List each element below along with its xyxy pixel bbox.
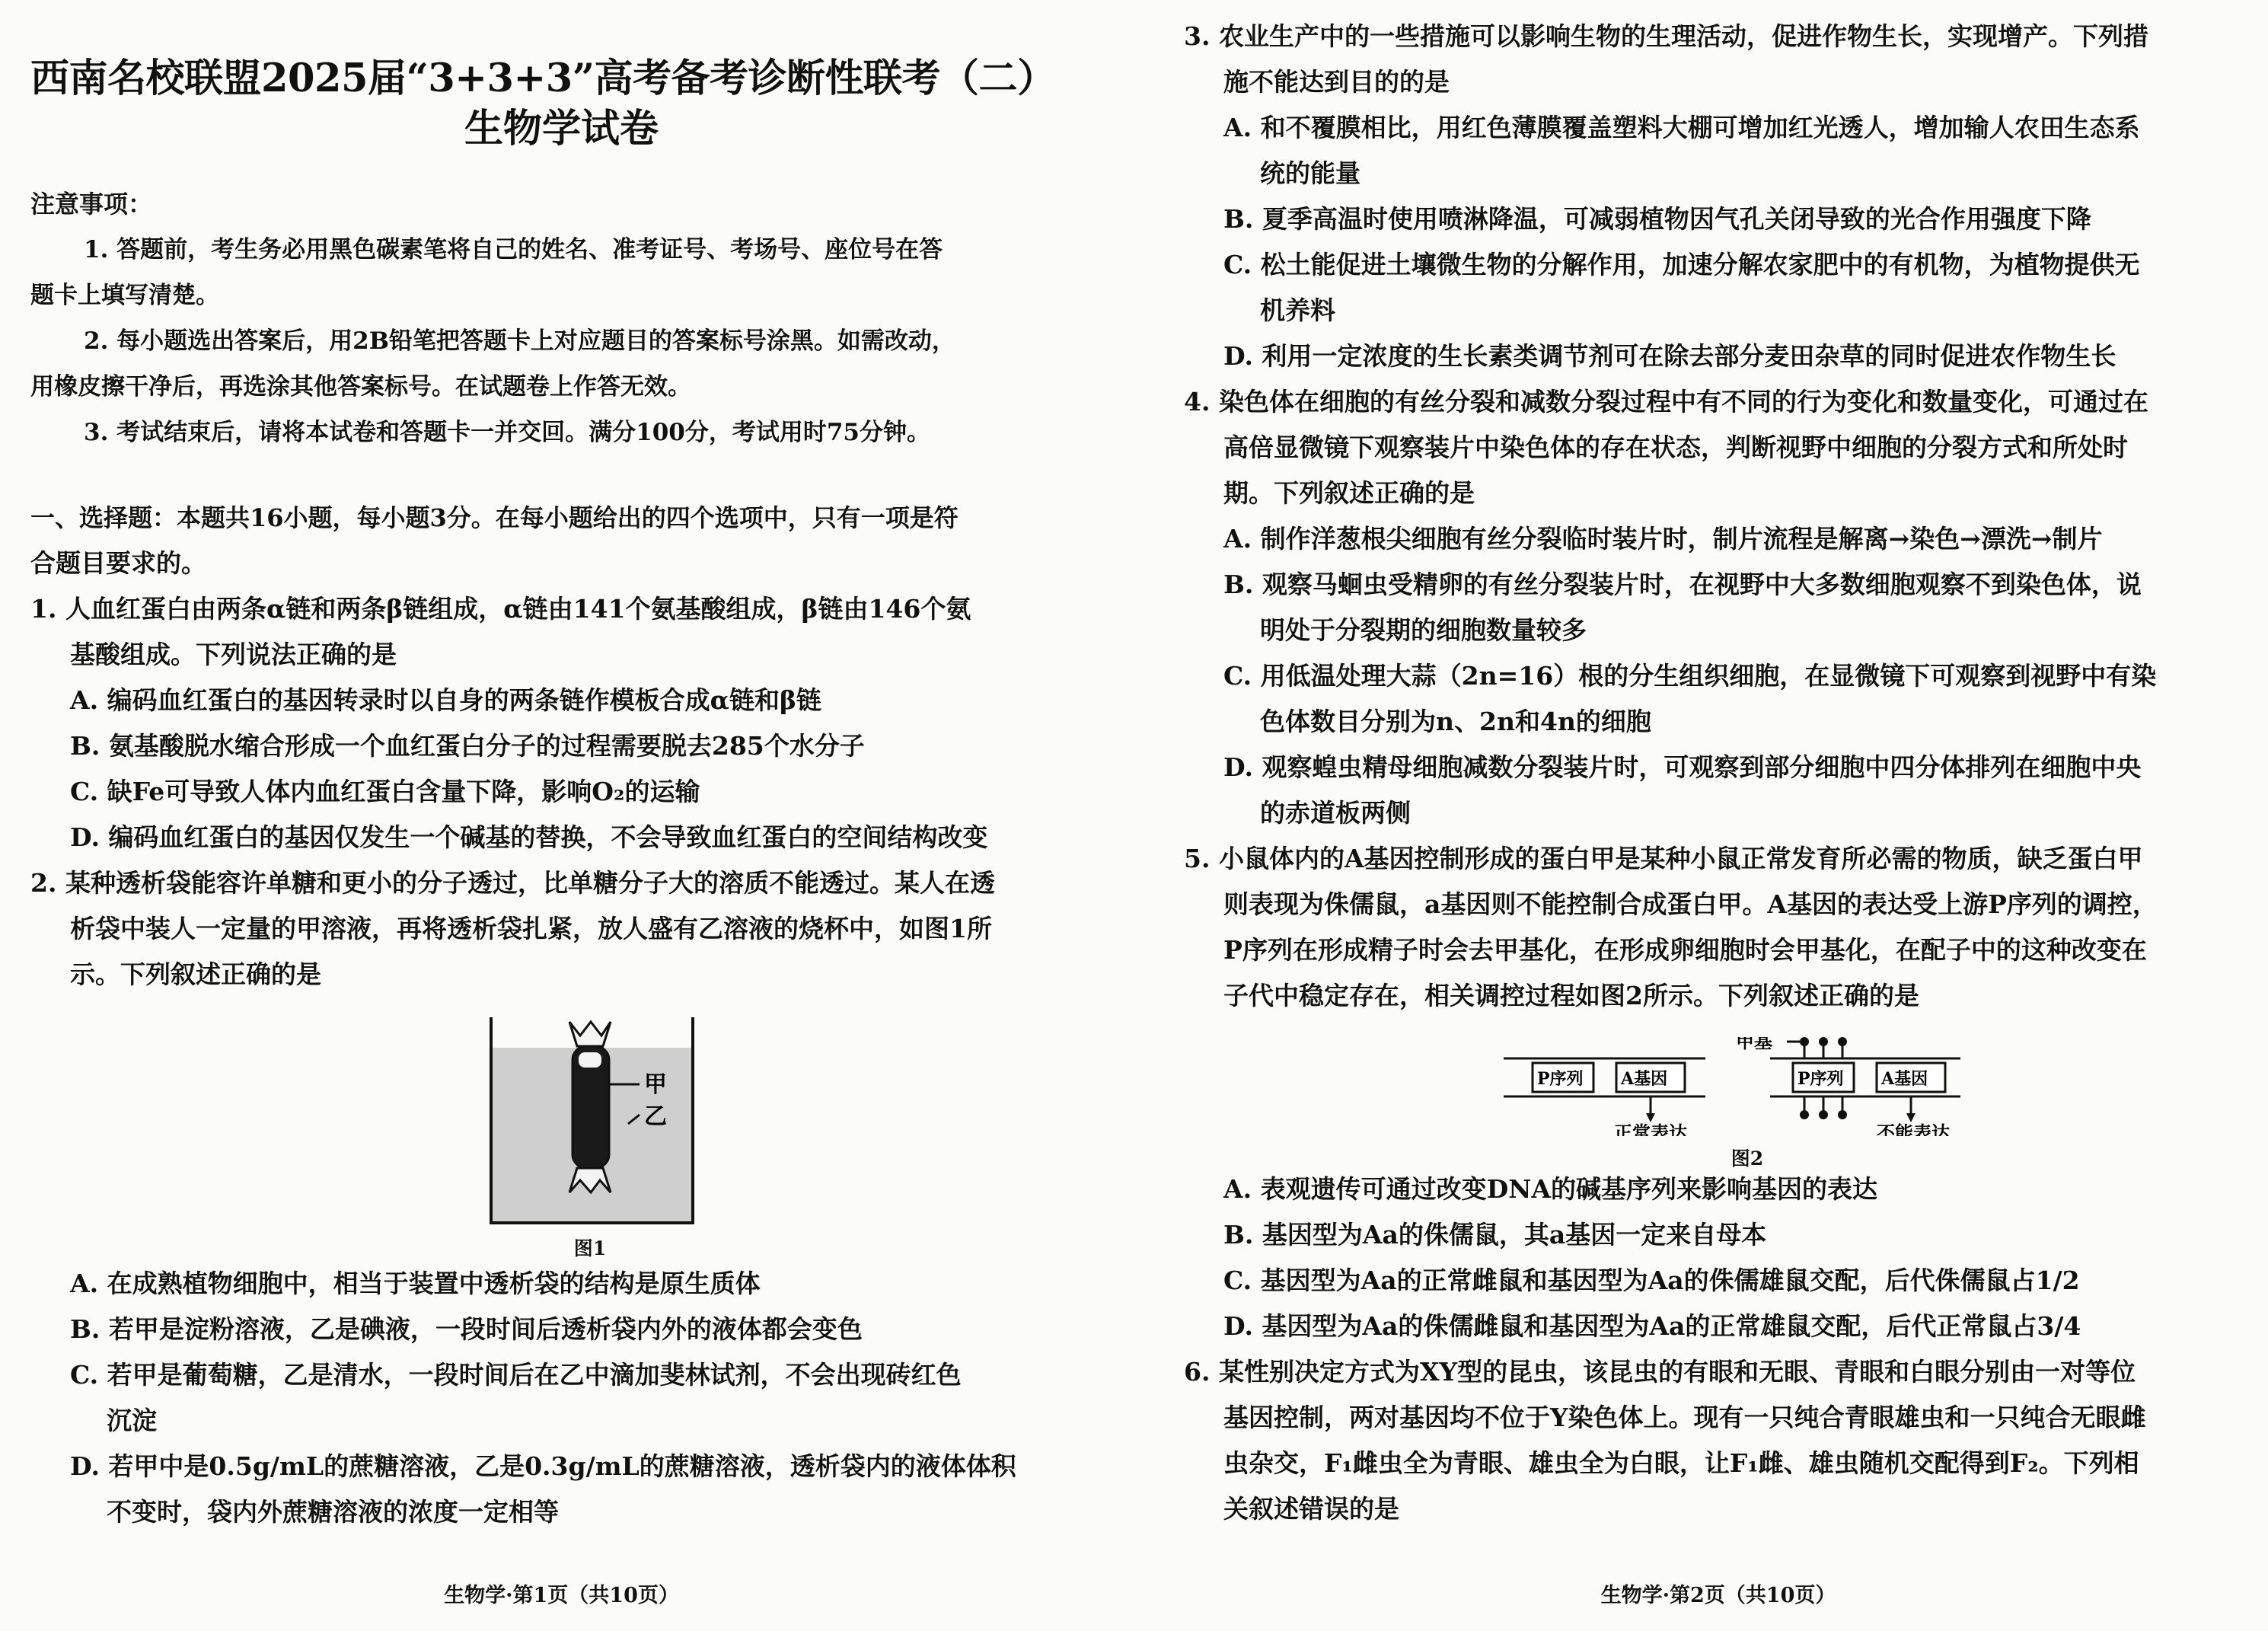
question-2-stem: 析袋中装人一定量的甲溶液，再将透析袋扎紧，放人盛有乙溶液的烧杯中，如图1所 [70,914,992,943]
question-3-option-d: D. 利用一定浓度的生长素类调节剂可在除去部分麦田杂草的同时促进农作物生长 [1223,341,2116,371]
question-5-option-a: A. 表观遗传可通过改变DNA的碱基序列来影响基因的表达 [1223,1174,1877,1204]
question-2-option-a: A. 在成熟植物细胞中，相当于装置中透析袋的结构是原生质体 [70,1269,761,1298]
question-2-option-c: C. 若甲是葡萄糖，乙是清水，一段时间后在乙中滴加斐林试剂，不会出现砖红色 [70,1360,962,1390]
figure-1-caption: 图1 [573,1237,607,1259]
page-2 [1169,0,2268,1631]
question-1-option-b: B. 氨基酸脱水缩合形成一个血红蛋白分子的过程需要脱去285个水分子 [70,731,865,761]
question-3-option-c-cont: 机养料 [1260,295,1335,325]
question-4-option-d: D. 观察蝗虫精母细胞减数分裂装片时，可观察到部分细胞中四分体排列在细胞中央 [1223,752,2142,782]
page-footer: 生物学·第2页（共10页） [1600,1584,1836,1607]
question-5-stem: 5. 小鼠体内的A基因控制形成的蛋白甲是某种小鼠正常发育所必需的物质，缺乏蛋白甲 [1184,844,2143,873]
section-heading-cont: 合题目要求的。 [30,548,206,578]
question-6-stem: 关叙述错误的是 [1223,1494,1399,1524]
question-4-option-b: B. 观察马蛔虫受精卵的有丝分裂装片时，在视野中大多数细胞观察不到染色体，说 [1223,570,2142,599]
question-5-stem: P序列在形成精子时会去甲基化，在形成卵细胞时会甲基化，在配子中的这种改变在 [1223,935,2147,965]
page-1 [0,0,1123,1631]
question-4-option-d-cont: 的赤道板两侧 [1260,798,1411,828]
question-2-option-d-cont: 不变时，袋内外蔗糖溶液的浓度一定相等 [107,1497,559,1527]
label-yi: 乙 [644,1103,667,1130]
question-4-option-a: A. 制作洋葱根尖细胞有丝分裂临时装片时，制片流程是解离→染色→漂洗→制片 [1223,524,2103,554]
methyl-label: 甲基 [1736,1037,1772,1052]
cannot-express-label: 不能表达 [1877,1122,1950,1136]
a-gene-label: A基因 [1621,1069,1668,1089]
notice-line: 3. 考试结束后，请将本试卷和答题卡一并交回。满分100分，考试用时75分钟。 [84,419,931,446]
question-2-option-b: B. 若甲是淀粉溶液，乙是碘液，一段时间后透析袋内外的液体都会变色 [70,1314,863,1344]
question-1-stem: 1. 人血红蛋白由两条α链和两条β链组成，α链由141个氨基酸组成，β链由146个氨 [30,594,971,624]
p-sequence-label: P序列 [1797,1069,1844,1089]
question-3-option-c: C. 松土能促进土壤微生物的分解作用，加速分解农家肥中的有机物，为植物提供无 [1223,250,2140,279]
question-3-option-a-cont: 统的能量 [1260,158,1360,188]
p-sequence-label: P序列 [1537,1069,1584,1089]
question-4-stem: 高倍显微镜下观察装片中染色体的存在状态，判断视野中细胞的分裂方式和所处时 [1223,432,2128,462]
question-4-option-c-cont: 色体数目分别为n、2n和4n的细胞 [1260,707,1651,736]
notice-heading: 注意事项： [30,190,153,219]
normal-expression-label: 正常表达 [1614,1122,1687,1136]
question-3-stem: 3. 农业生产中的一些措施可以影响生物的生理活动，促进作物生长，实现增产。下列措 [1184,21,2148,51]
figure-2-methylation [1504,1037,1991,1170]
page-footer: 生物学·第1页（共10页） [444,1584,679,1607]
question-4-stem: 期。下列叙述正确的是 [1223,478,1475,508]
question-1-option-a: A. 编码血红蛋白的基因转录时以自身的两条链作模板合成α链和β链 [70,685,821,715]
question-2-option-d: D. 若甲中是0.5g/mL的蔗糖溶液，乙是0.3g/mL的蔗糖溶液，透析袋内的液体体积 [70,1451,1016,1481]
question-1-option-c: C. 缺Fe可导致人体内血红蛋白含量下降，影响O₂的运输 [70,777,700,806]
question-6-stem: 基因控制，两对基因均不位于Y染色体上。现有一只纯合青眼雄虫和一只纯合无眼雌 [1223,1403,2146,1432]
figure-2-caption: 图2 [1731,1147,1764,1170]
question-4-stem: 4. 染色体在细胞的有丝分裂和减数分裂过程中有不同的行为变化和数量变化，可通过在 [1184,387,2148,417]
exam-subtitle: 生物学试卷 [464,106,659,152]
question-5-stem: 则表现为侏儒鼠，a基因则不能控制合成蛋白甲。A基因的表达受上游P序列的调控， [1223,889,2158,919]
question-2-option-c-cont: 沉淀 [107,1406,157,1435]
notice-line: 用橡皮擦干净后，再选涂其他答案标号。在试题卷上作答无效。 [30,373,691,401]
question-5-stem: 子代中稳定存在，相关调控过程如图2所示。下列叙述正确的是 [1223,981,1919,1010]
methylation-diagram [1504,1037,1991,1136]
question-5-option-b: B. 基因型为Aa的侏儒鼠，其a基因一定来自母本 [1223,1220,1767,1250]
exam-title: 西南名校联盟2025届“3+3+3”高考备考诊断性联考（二） [30,56,1056,101]
question-3-option-a: A. 和不覆膜相比，用红色薄膜覆盖塑料大棚可增加红光透人，增加输人农田生态系 [1223,113,2140,142]
question-5-option-c: C. 基因型为Aa的正常雌鼠和基因型为Aa的侏儒雄鼠交配，后代侏儒鼠占1/2 [1223,1266,2080,1295]
a-gene-label: A基因 [1881,1069,1928,1089]
section-heading: 一、选择题：本题共16小题，每小题3分。在每小题给出的四个选项中，只有一项是符 [30,503,959,532]
question-4-option-c: C. 用低温处理大蒜（2n=16）根的分生组织细胞，在显微镜下可观察到视野中有染 [1223,661,2157,691]
notice-line: 1. 答题前，考生务必用黑色碳素笔将自己的姓名、准考证号、考场号、座位号在答 [84,236,943,263]
question-6-stem: 虫杂交，F₁雌虫全为青眼、雄虫全为白眼，让F₁雌、雄虫随机交配得到F₂。下列相 [1223,1448,2139,1478]
label-jia: 甲 [644,1071,667,1098]
notice-line: 2. 每小题选出答案后，用2B铅笔把答题卡上对应题目的答案标号涂黑。如需改动， [84,327,955,355]
dialysis-diagram [487,1017,738,1230]
question-1-stem: 基酸组成。下列说法正确的是 [70,640,397,669]
figure-1-dialysis-bag [487,1017,738,1261]
question-3-stem: 施不能达到目的的是 [1223,67,1450,97]
question-1-option-d: D. 编码血红蛋白的基因仅发生一个碱基的替换，不会导致血红蛋白的空间结构改变 [70,822,988,852]
question-6-stem: 6. 某性别决定方式为XY型的昆虫，该昆虫的有眼和无眼、青眼和白眼分别由一对等位 [1184,1357,2136,1387]
question-5-option-d: D. 基因型为Aa的侏儒雌鼠和基因型为Aa的正常雄鼠交配，后代正常鼠占3/4 [1223,1311,2081,1341]
question-2-stem: 示。下列叙述正确的是 [70,959,321,989]
question-3-option-b: B. 夏季高温时使用喷淋降温，可减弱植物因气孔关闭导致的光合作用强度下降 [1223,204,2091,234]
notice-line: 题卡上填写清楚。 [30,282,219,309]
question-4-option-b-cont: 明处于分裂期的细胞数量较多 [1260,615,1587,645]
question-2-stem: 2. 某种透析袋能容许单糖和更小的分子透过，比单糖分子大的溶质不能透过。某人在透 [30,868,995,898]
